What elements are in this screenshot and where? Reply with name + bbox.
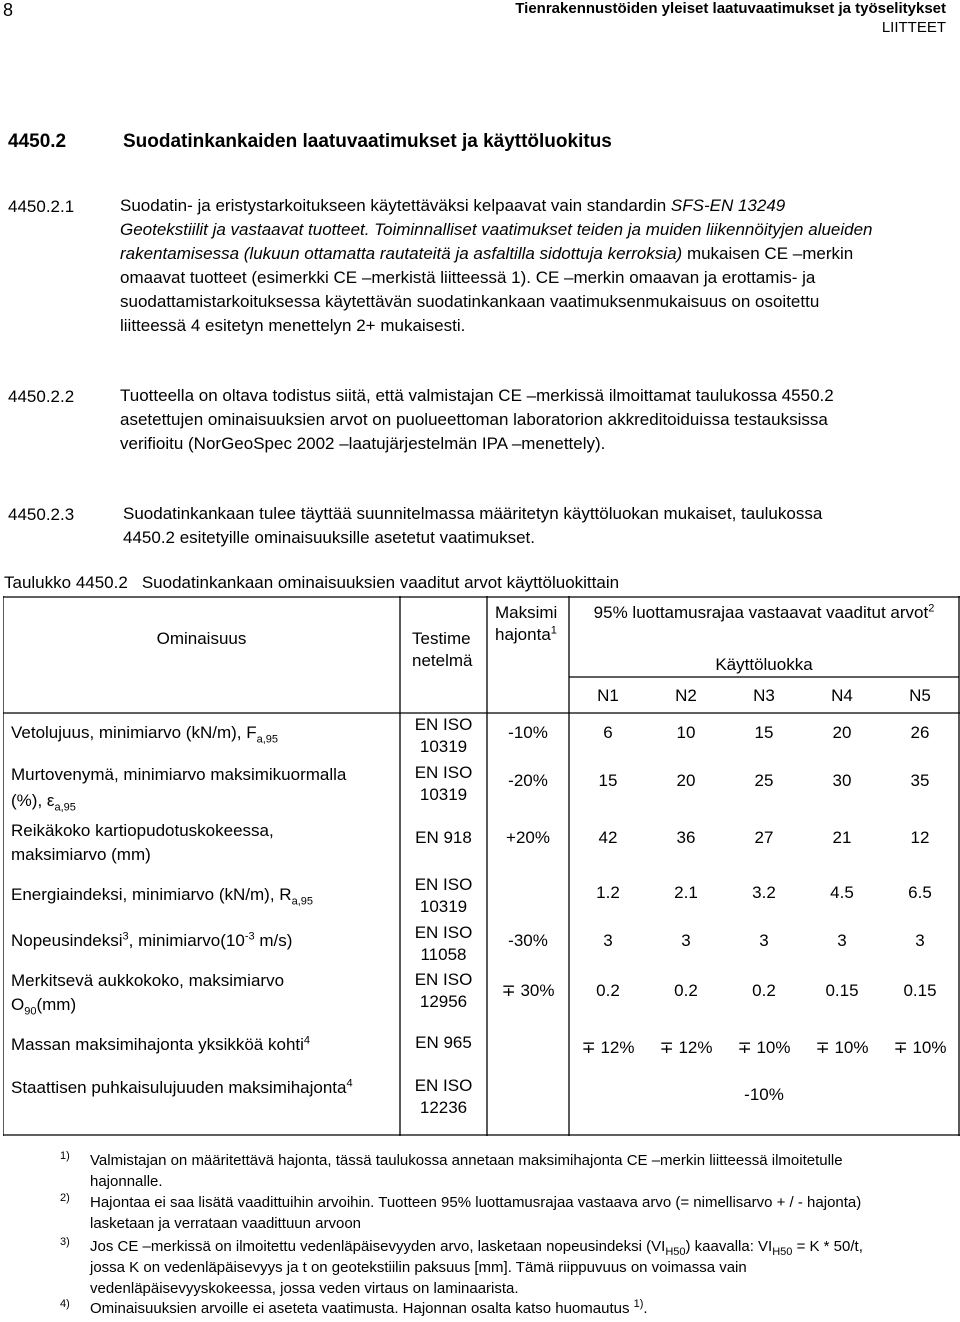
footnote-1 <box>60 1150 880 1192</box>
row-property: Nopeusindeksi$^3$, $minimiarvo(10^{-3}$ m/s) <box>11 930 293 950</box>
row-value: 12 <box>910 828 930 847</box>
paragraph-4450-2-1 <box>120 194 876 338</box>
paragraph-text: Suodatinkankaan tulee täyttää suunnitelmassa määritetyn käyttöluokan mukaiset, taulukossa 4450.2 esitetyille ominaisuuksille asetetut vaatimukset. <box>123 504 823 547</box>
row-value: 3 <box>603 931 613 950</box>
row-value: ∓ 10% <box>893 1038 947 1057</box>
row-value: 30 <box>832 771 852 790</box>
header-use-class: Käyttöluokka <box>715 655 813 674</box>
row-method: EN ISO 10319 <box>414 715 473 756</box>
row-value: 4.5 <box>830 883 854 902</box>
row-deviation: -10% <box>508 723 548 742</box>
footnote-mark: 2) <box>60 1192 70 1204</box>
row-value: 26 <box>910 723 930 742</box>
footnote-text: Hajontaa ei saa lisätä vaadittuihin arvoihin. Tuotteen 95% luottamusrajaa vastaava arvo (= nimellisarvo + / - hajonta) lasketaan ja verrataan vaadittuun arvoon <box>90 1194 862 1232</box>
row-value: 3 <box>681 931 691 950</box>
row-value: 20 <box>832 723 852 742</box>
header-max-deviation: Maksimihajonta$^1$ <box>495 603 558 644</box>
page-number: 8 <box>3 0 14 20</box>
row-value: 25 <box>754 771 774 790</box>
footnote-text: Ominaisuuksien arvoille ei aseteta vaatimusta. Hajonnan osalta katso huomautus $^{1)}$. <box>90 1298 648 1317</box>
row-value: 10 <box>676 723 696 742</box>
document-title: Tienrakennustöiden yleiset laatuvaatimukset ja työselitykset <box>515 0 946 17</box>
standard-reference: SFS-EN 13249 Geotekstiilit ja vastaavat tuotteet. Toiminnalliset vaatimukset teiden ja muiden liikennöityjen alueiden rakentamisessa (lukuun ottamatta rautateitä ja asfaltilla sidottuja kerroksia) <box>120 196 873 263</box>
table-caption <box>4 573 619 593</box>
paragraph-text: mukaisen CE –merkin omaavat tuotteet (esimerkki CE –merkistä liitteessä 1). CE –merkin omaavan ja erottamis- ja suodattamistarkoituksessa käytettävän suodatinkankaan vaatimuksenmukaisuus on osoitettu liitteessä 4 esitetyn menettelyn 2+ mukaisesti. <box>120 244 854 335</box>
row-value: 35 <box>910 771 930 790</box>
row-value: 0.2 <box>674 981 698 1000</box>
row-property: Massan maksimihajonta yksikköä kohti$^4$ <box>11 1034 311 1054</box>
table-number: Taulukko 4450.2 <box>4 573 128 592</box>
row-value: 36 <box>676 828 696 847</box>
row-value: 15 <box>598 771 618 790</box>
header-confidence-values: 95% luottamusrajaa vastaavat vaaditut arvot$^2$ <box>593 602 935 622</box>
paragraph-text: Tuotteella on oltava todistus siitä, että valmistajan CE –merkissä ilmoittamat taulukossa 4550.2 asetettujen ominaisuuksien arvot on puolueettoman laboratorion akkreditoiduissa testauksissa verifioitu (NorGeoSpec 2002 –laatujärjestelmän IPA –menettely). <box>120 386 834 453</box>
row-property: Murtovenymä, minimiarvo maksimikuormalla (%), $\varepsilon_{a,95}$ <box>11 765 347 814</box>
row-value: 3.2 <box>752 883 776 902</box>
paragraph-number: 4450.2.1 <box>8 197 75 216</box>
row-value: ∓ 12% <box>659 1038 713 1057</box>
header-class-n5: N5 <box>909 686 931 705</box>
header-class-n3: N3 <box>753 686 775 705</box>
header-test-method: Testimenetelmä <box>412 629 473 670</box>
paragraph-4450-2-3 <box>123 502 879 550</box>
row-property: Merkitsevä aukkokoko, maksimiarvo $O_{90}(mm)$ <box>11 971 285 1018</box>
footnote-mark: 3) <box>60 1236 70 1248</box>
section-label: LIITTEET <box>881 19 946 36</box>
row-value: 20 <box>676 771 696 790</box>
row-value: 0.15 <box>825 981 859 1000</box>
row-value: 15 <box>754 723 774 742</box>
row-method: EN ISO 11058 <box>414 923 473 964</box>
row-value: ∓ 12% <box>581 1038 635 1057</box>
row-value: 2.1 <box>674 883 698 902</box>
row-value: 21 <box>832 828 852 847</box>
footnote-mark: 4) <box>60 1298 70 1310</box>
footnote-text: Jos CE –merkissä on ilmoitettu vedenläpäisevyyden arvo, lasketaan nopeusindeksi $(VI_{H50})$ kaavalla: $VI_{H50} = K * 50/t$, jossa K on vedenläpäisevyys ja t on geotekstiilin paksuus [mm]. Tämä riippuvuus on voimassa vain vedenläpäisevyyskokeessa, jossa veden virtaus on laminaarista. <box>90 1238 863 1297</box>
row-property: Vetolujuus, minimiarvo (kN/m), $F_{a,95}$ <box>11 723 279 746</box>
header-class-n1: N1 <box>597 686 619 705</box>
table-caption-text: Suodatinkankaan ominaisuuksien vaaditut arvot käyttöluokittain <box>141 573 620 592</box>
header-class-n4: N4 <box>831 686 853 705</box>
row-value: 6.5 <box>908 883 932 902</box>
row-value: 27 <box>754 828 774 847</box>
footnote-text: Valmistajan on määritettävä hajonta, tässä taulukossa annetaan maksimihajonta CE –merkin liitteessä ilmoitetulle hajonnalle. <box>90 1152 843 1190</box>
row-value: 1.2 <box>596 883 620 902</box>
section-title: Suodatinkankaiden laatuvaatimukset ja käyttöluokitus <box>123 131 612 152</box>
row-value: -10% <box>744 1085 784 1104</box>
row-value: 3 <box>837 931 847 950</box>
requirements-table <box>3 596 960 1136</box>
paragraph-4450-2-2 <box>120 384 876 456</box>
row-method: EN ISO 12956 <box>414 970 473 1011</box>
paragraph-number: 4450.2.2 <box>8 387 75 406</box>
row-method: EN ISO 12236 <box>414 1076 473 1117</box>
row-value: 3 <box>915 931 925 950</box>
row-deviation: ∓ 30% <box>501 981 555 1000</box>
section-heading <box>8 131 612 153</box>
row-method: EN 965 <box>415 1033 472 1052</box>
row-method: EN ISO 10319 <box>414 875 473 916</box>
header-class-n2: N2 <box>675 686 697 705</box>
row-deviation: +20% <box>506 828 550 847</box>
row-property: Reikäkoko kartiopudotuskokeessa, maksimiarvo (mm) <box>11 821 274 864</box>
row-property: Energiaindeksi, minimiarvo (kN/m), $R_{a,95}$ <box>11 885 313 908</box>
row-value: 0.2 <box>752 981 776 1000</box>
row-deviation: -20% <box>508 771 548 790</box>
header-property: Ominaisuus <box>156 629 247 648</box>
row-value: 42 <box>598 828 618 847</box>
row-value: ∓ 10% <box>815 1038 869 1057</box>
row-value: 6 <box>603 723 613 742</box>
row-value: ∓ 10% <box>737 1038 791 1057</box>
row-value: 0.2 <box>596 981 620 1000</box>
footnote-4 <box>60 1298 880 1319</box>
row-method: EN 918 <box>415 828 472 847</box>
row-deviation: -30% <box>508 931 548 950</box>
row-property: Staattisen puhkaisulujuuden maksimihajonta$^4$ <box>11 1077 353 1097</box>
paragraph-text: Suodatin- ja eristystarkoitukseen käytettäväksi kelpaavat vain standardin <box>120 196 671 215</box>
footnote-2 <box>60 1192 880 1234</box>
paragraph-number: 4450.2.3 <box>8 505 75 524</box>
row-method: EN ISO 10319 <box>414 763 473 804</box>
footnote-mark: 1) <box>60 1150 70 1162</box>
footnote-3 <box>60 1236 880 1299</box>
row-value: 3 <box>759 931 769 950</box>
section-number: 4450.2 <box>8 131 67 152</box>
row-value: 0.15 <box>903 981 937 1000</box>
